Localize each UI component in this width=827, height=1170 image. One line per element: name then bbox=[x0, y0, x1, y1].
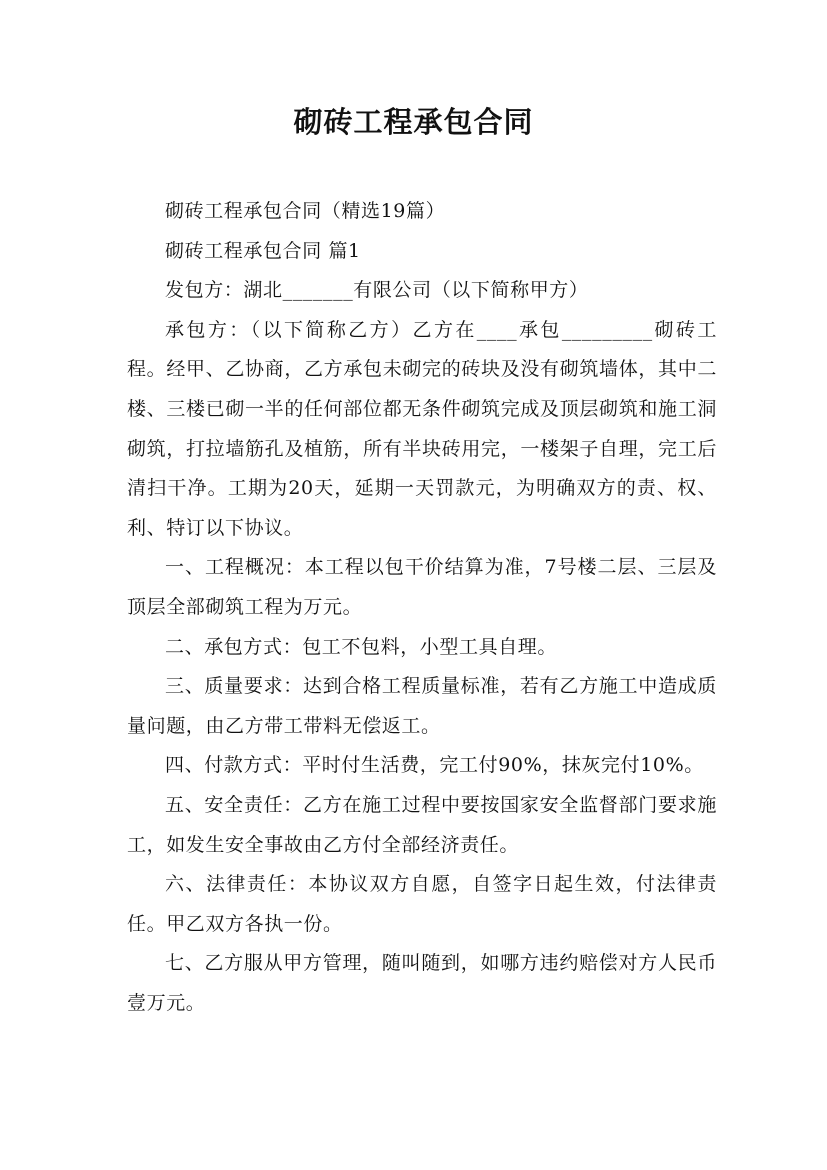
paragraph-subtitle: 砌砖工程承包合同（精选19篇） bbox=[165, 200, 446, 222]
paragraph-clause-3: 三、质量要求：达到合格工程质量标准，若有乙方施工中造成质量问题，由乙方带工带料无偿返工。 bbox=[127, 675, 717, 737]
paragraph-employer: 发包方：湖北_______有限公司（以下简称甲方） bbox=[165, 279, 589, 302]
paragraph-clause-4: 四、付款方式：平时付生活费，完工付90%，抹灰完付10%。 bbox=[165, 754, 704, 777]
paragraph-clause-1: 一、工程概况：本工程以包干价结算为准，7号楼二层、三层及顶层全部砌筑工程为万元。 bbox=[127, 556, 717, 618]
paragraph-clause-7: 七、乙方服从甲方管理，随叫随到，如哪方违约赔偿对方人民币壹万元。 bbox=[127, 952, 717, 1014]
paragraph-contractor: 承包方：（以下简称乙方）乙方在____承包_________砌砖工程。经甲、乙协商，乙方承包未砌完的砖块及没有砌筑墙体，其中二楼、三楼已砌一半的任何部位都无条件砌筑完成及顶层砌筑和施工洞砌筑，打拉墙筋孔及植筋，所有半块砖用完，一楼架子自理，完工后清扫干净。工期为20天，延期一天罚款元，为明确双方的责、权、利、特订以下协议。 bbox=[127, 318, 717, 539]
paragraph-clause-2: 二、承包方式：包工不包料，小型工具自理。 bbox=[165, 635, 558, 658]
document-title: 砌砖工程承包合同 bbox=[293, 105, 534, 139]
document-body bbox=[127, 192, 717, 1023]
paragraph-clause-5: 五、安全责任：乙方在施工过程中要按国家安全监督部门要求施工，如发生安全事故由乙方付全部经济责任。 bbox=[127, 793, 717, 856]
paragraph-section-heading: 砌砖工程承包合同 篇1 bbox=[165, 239, 361, 262]
paragraph-clause-6: 六、法律责任：本协议双方自愿，自签字日起生效，付法律责任。甲乙双方各执一份。 bbox=[127, 873, 717, 935]
